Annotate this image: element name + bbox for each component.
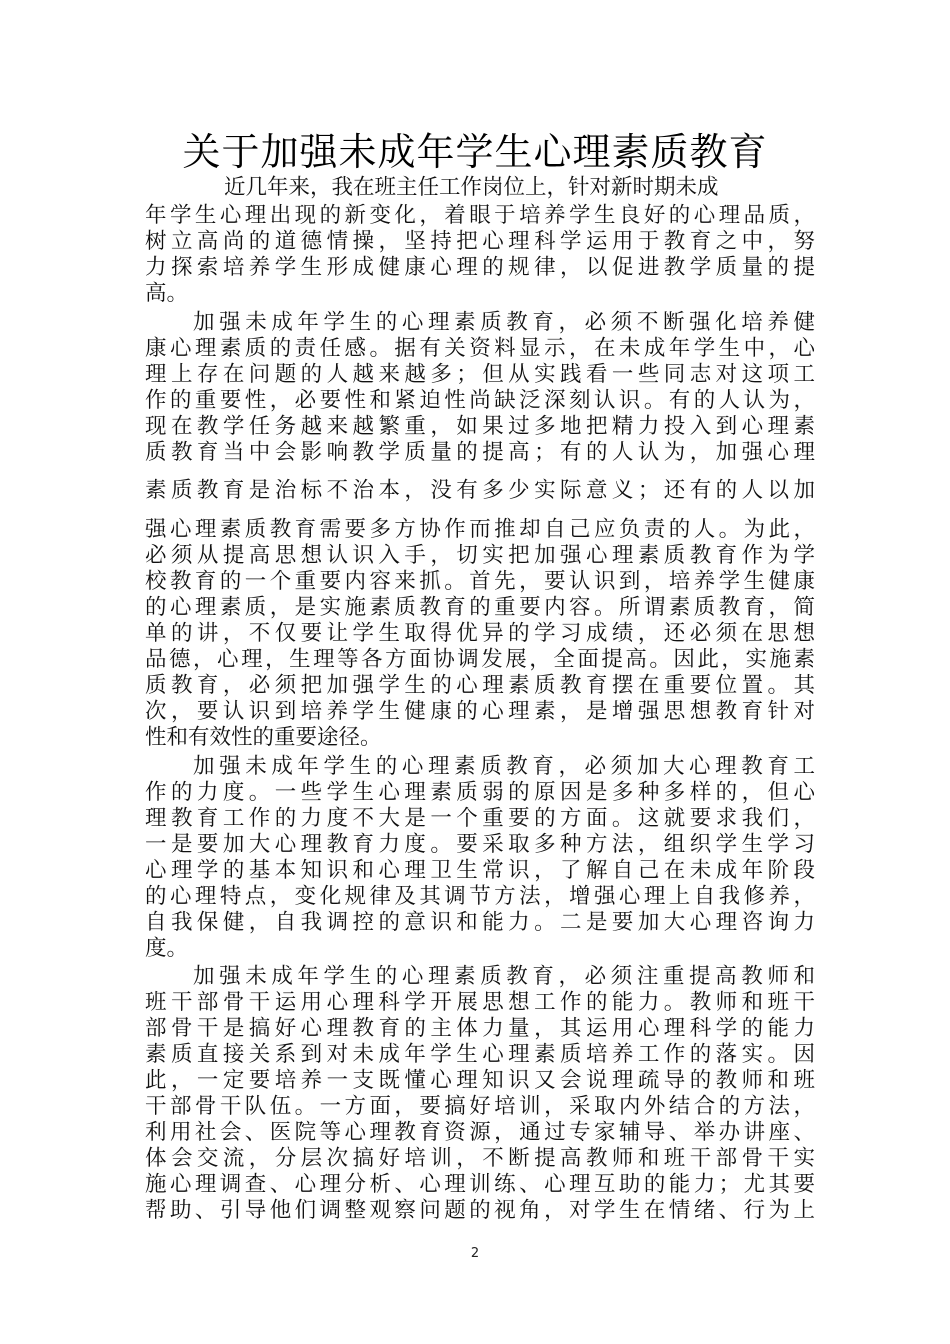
text-line: 干部骨干队伍。一方面，要搞好培训，采取内外结合的方法， (145, 1094, 815, 1119)
text-line: 作的力度。一些学生心理素质弱的原因是多种多样的，但心 (145, 780, 815, 805)
text-line: 现在教学任务越来越繁重，如果过多地把精力投入到心理素 (145, 414, 815, 439)
text-line: 质教育当中会影响教学质量的提高；有的人认为，加强心理 (145, 440, 815, 465)
text-line: 度。 (145, 936, 189, 961)
text-line: 必须从提高思想认识入手，切实把加强心理素质教育作为学 (145, 543, 815, 568)
text-line: 高。 (145, 281, 189, 306)
text-line: 的心理素质，是实施素质教育的重要内容。所谓素质教育，简 (145, 595, 815, 620)
text-line: 性和有效性的重要途径。 (145, 725, 382, 750)
text-line: 加强未成年学生的心理素质教育，必须注重提高教师和 (193, 964, 815, 989)
text-line: 此，一定要培养一支既懂心理知识又会说理疏导的教师和班 (145, 1068, 815, 1093)
text-line: 强心理素质教育需要多方协作而推却自己应负责的人。为此， (145, 517, 815, 542)
text-line: 校教育的一个重要内容来抓。首先，要认识到，培养学生健康 (145, 569, 815, 594)
text-line: 作的重要性，必要性和紧迫性尚缺泛深刻认识。有的人认为， (145, 388, 815, 413)
document-title: 关于加强未成年学生心理素质教育 (182, 130, 768, 174)
text-line: 一是要加大心理教育力度。要采取多种方法，组织学生学习 (145, 832, 815, 857)
text-line: 康心理素质的责任感。据有关资料显示，在未成年学生中，心 (145, 336, 815, 361)
text-line: 素质教育是治标不治本，没有多少实际意义；还有的人以加 (145, 478, 815, 503)
text-line: 自我保健，自我调控的意识和能力。二是要加大心理咨询力 (145, 910, 815, 935)
page-number: 2 (470, 1246, 480, 1261)
text-line: 施心理调查、心理分析、心理训练、心理互助的能力；尤其要 (145, 1172, 815, 1197)
text-line: 加强未成年学生的心理素质教育，必须加大心理教育工 (193, 754, 815, 779)
text-line: 素质直接关系到对未成年学生心理素质培养工作的落实。因 (145, 1042, 815, 1067)
text-line: 理教育工作的力度不大是一个重要的方面。这就要求我们， (145, 806, 815, 831)
text-line: 质教育，必须把加强学生的心理素质教育摆在重要位置。其 (145, 673, 815, 698)
text-line: 加强未成年学生的心理素质教育，必须不断强化培养健 (193, 310, 815, 335)
text-line: 心理学的基本知识和心理卫生常识，了解自己在未成年阶段 (145, 858, 815, 883)
text-line: 近几年来，我在班主任工作岗位上，针对新时期未成 (224, 175, 719, 200)
text-line: 次，要认识到培养学生健康的心理素，是增强思想教育针对 (145, 699, 815, 724)
text-line: 帮助、引导他们调整观察问题的视角，对学生在情绪、行为上 (145, 1198, 815, 1223)
text-line: 理上存在问题的人越来越多；但从实践看一些同志对这项工 (145, 362, 815, 387)
text-line: 力探索培养学生形成健康心理的规律，以促进教学质量的提 (145, 255, 815, 280)
text-line: 单的讲，不仅要让学生取得优异的学习成绩，还必须在思想 (145, 621, 815, 646)
text-line: 树立高尚的道德情操，坚持把心理科学运用于教育之中，努 (145, 229, 815, 254)
text-line: 利用社会、医院等心理教育资源，通过专家辅导、举办讲座、 (145, 1120, 815, 1145)
text-line: 品德，心理，生理等各方面协调发展，全面提高。因此，实施素 (145, 647, 815, 672)
text-line: 体会交流，分层次搞好培训，不断提高教师和班干部骨干实 (145, 1146, 815, 1171)
text-line: 部骨干是搞好心理教育的主体力量，其运用心理科学的能力 (145, 1016, 815, 1041)
text-line: 班干部骨干运用心理科学开展思想工作的能力。教师和班干 (145, 990, 815, 1015)
text-line: 年学生心理出现的新变化，着眼于培养学生良好的心理品质， (145, 203, 815, 228)
text-line: 的心理特点，变化规律及其调节方法，增强心理上自我修养， (145, 884, 815, 909)
